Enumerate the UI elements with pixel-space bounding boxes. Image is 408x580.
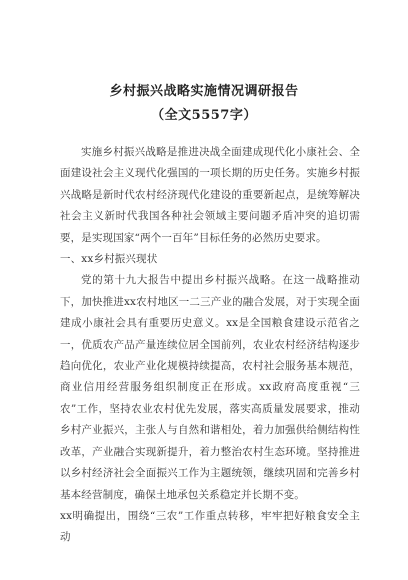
- document-body: [60, 142, 360, 549]
- document-title: 乡村振兴战略实施情况调研报告: [109, 84, 299, 99]
- status-paragraph: 党的第十九大报告中提出乡村振兴战略。在这一战略推动下，加快推进xx农村地区一二三产业的融合发展，对于实现全面建成小康社会具有重要历史意义。xx是全国粮食建设示范省之一，优质农产品产量连续位居全国前列，农业农村经济结构逐步趋向优化，农业产业化规模持续提高，农村社会服务基本规范，商业信用经营服务组织制度正在形成。xx政府高度重视“三农”工作，坚持农业农村优先发展，落实高质量发展要求，推动乡村产业振兴，主张人与自然和谐相处，着力加强供给侧结构性改革，产业融合实现新提升，着力整治农村生态环境。坚持推进以乡村经济社会全面振兴工作为主题统领，继续巩固和完善乡村基本经营制度，确保土地承包关系稳定并长期不变。: [60, 274, 360, 501]
- document-subtitle: （全文5557字）: [151, 108, 257, 123]
- section-heading: 一、xx乡村振兴现状: [60, 253, 158, 266]
- intro-paragraph: 实施乡村振兴战略是推进决战全面建成现代化小康社会、全面建设社会主义现代化强国的一项长期的历史任务。实施乡村振兴战略是新时代农村经济现代化建设的重要新起点，是统筹解决社会主义新时代我国各种社会领域主要问题矛盾冲突的追切需要，是实现国家“两个一百年”目标任务的必然历史要求。: [60, 146, 360, 244]
- next-paragraph: xx明确提出，围绕“三农”工作重点转移，牢牢把好粮食安全主动: [60, 509, 360, 544]
